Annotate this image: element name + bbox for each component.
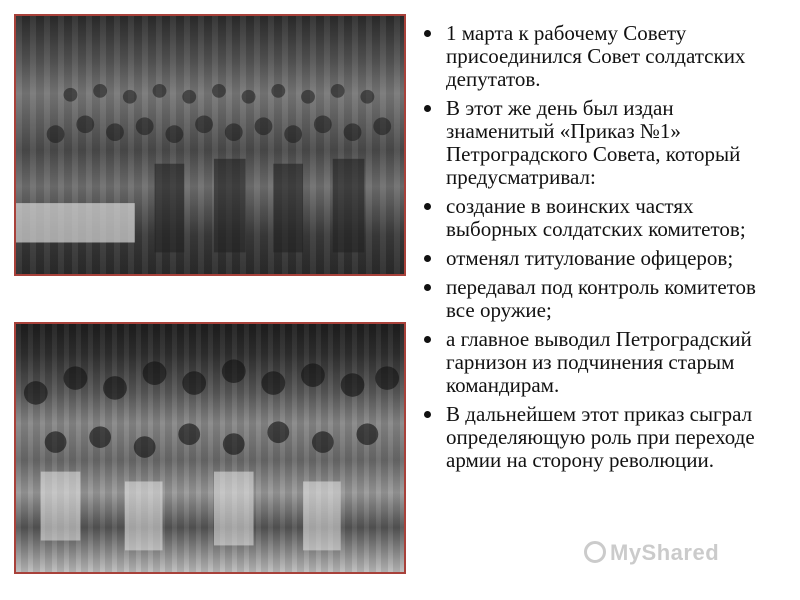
bullet-text: а главное выводил Петроградский гарнизон из подчинения старым командирам. [446,327,752,397]
myshared-logo-icon [584,541,606,563]
watermark-text: MyShared [610,540,720,565]
bullet-text: 1 марта к рабочему Совету присоединился Совет солдатских депутатов. [446,21,746,91]
soldiers-group-photo [14,322,406,574]
bullet-item [416,22,786,91]
bullet-item [416,97,786,189]
bullet-icon [424,203,431,210]
bullet-list [416,22,786,472]
bullet-item [416,247,786,270]
bullet-item [416,328,786,397]
bullet-icon [424,255,431,262]
bullet-item [416,403,786,472]
watermark [584,540,719,566]
bullet-item [416,276,786,322]
soldiers-assembly-photo [14,14,406,276]
bullet-icon [424,336,431,343]
bullet-text: создание в воинских частях выборных солдатских комитетов; [446,194,746,241]
bullet-text: отменял титулование офицеров; [446,246,734,270]
bullet-text: В этот же день был издан знаменитый «Приказ №1» Петроградского Совета, который предусматривал: [446,96,741,189]
slide-text [416,22,786,478]
bullet-icon [424,30,431,37]
bullet-icon [424,411,431,418]
bullet-item [416,195,786,241]
bullet-text: В дальнейшем этот приказ сыграл определяющую роль при переходе армии на сторону революции. [446,402,755,472]
bullet-text: передавал под контроль комитетов все оружие; [446,275,756,322]
bullet-icon [424,284,431,291]
bullet-icon [424,105,431,112]
